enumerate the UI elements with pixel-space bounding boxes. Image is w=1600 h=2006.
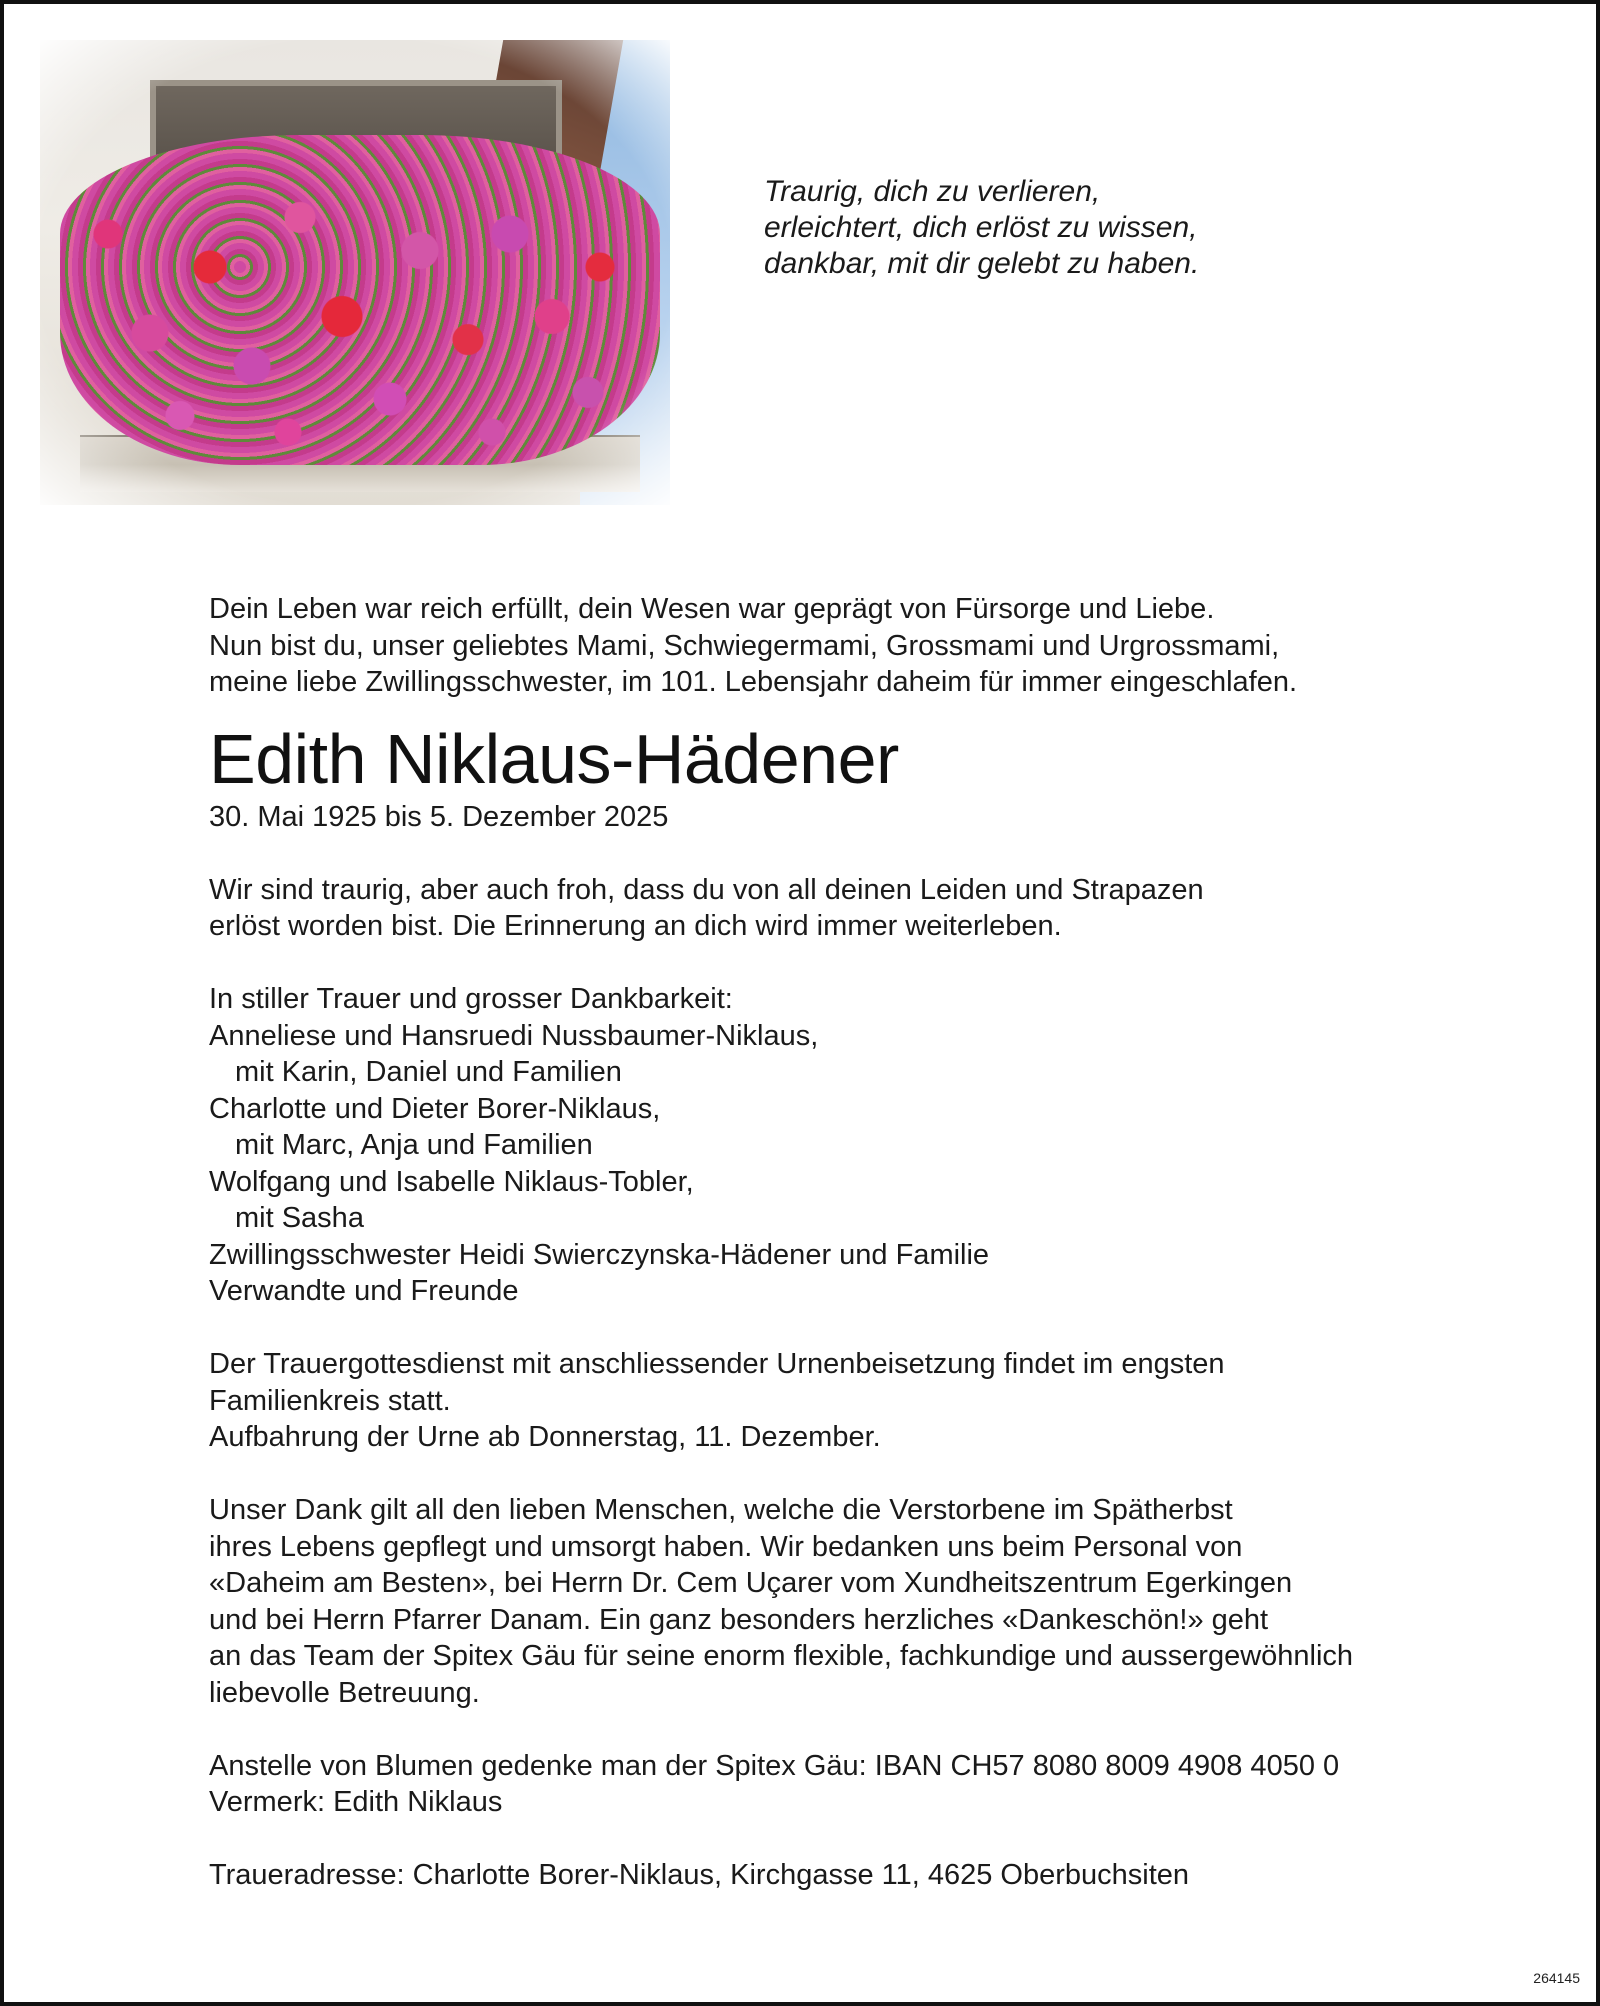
text-line: erlöst worden bist. Die Erinnerung an dich wird immer weiterleben. [209,910,1062,942]
photo-flowers [60,135,660,465]
spacer [209,835,1509,872]
spacer [209,1456,1509,1493]
text-line: Unser Dank gilt all den lieben Menschen, welche die Verstorbene im Spätherbst [209,1494,1233,1526]
text-line: und bei Herrn Pfarrer Danam. Ein ganz besonders herzliches «Dankeschön!» geht [209,1603,1269,1636]
spacer [209,1310,1509,1347]
text-line: ihres Lebens gepflegt und umsorgt haben. Wir bedanken uns beim Personal von [209,1530,1243,1563]
text-line: Familienkreis statt. [209,1384,451,1417]
text-line: Anstelle von Blumen gedenke man der Spitex Gäu: IBAN CH57 8080 8009 4908 4050 0 [209,1749,1340,1782]
text-line: «Daheim am Besten», bei Herrn Dr. Cem Uçarer vom Xundheitszentrum Egerkingen [209,1567,1293,1599]
quote-line: dankbar, mit dir gelebt zu haben. [764,247,1200,280]
text-line: Vermerk: Edith Niklaus [209,1786,503,1818]
intro-paragraph [209,591,1509,701]
mourner-line: mit Marc, Anja und Familien [235,1129,593,1161]
service-paragraph [209,1346,1509,1456]
text-line: Nun bist du, unser geliebtes Mami, Schwiegermami, Grossmami und Urgrossmami, [209,629,1280,662]
mourner-line: Wolfgang und Isabelle Niklaus-Tobler, [209,1165,694,1198]
text-line: Dein Leben war reich erfüllt, dein Wesen war geprägt von Fürsorge und Liebe. [209,593,1215,625]
quote-line: Traurig, dich zu verlieren, [764,175,1101,208]
text-line: Wir sind traurig, aber auch froh, dass du von all deinen Leiden und Strapazen [209,873,1204,906]
flower-photo [40,40,670,505]
mourner-line: Charlotte und Dieter Borer-Niklaus, [209,1092,661,1125]
thanks-paragraph [209,1492,1509,1711]
mourner-line: mit Sasha [235,1202,364,1234]
text-line: liebevolle Betreuung. [209,1676,480,1709]
text-line: an das Team der Spitex Gäu für seine enorm flexible, fachkundige und aussergewöhnlich [209,1640,1354,1672]
mourning-address: Traueradresse: Charlotte Borer-Niklaus, Kirchgasse 11, 4625 Oberbuchsiten [209,1859,1190,1891]
mourners-list [209,981,1509,1310]
mourners-heading: In stiller Trauer und grosser Dankbarkeit: [209,983,733,1015]
poem-quote [764,174,1199,282]
spacer [209,945,1509,982]
text-line: Der Trauergottesdienst mit anschliessender Urnenbeisetzung findet im engsten [209,1348,1225,1380]
reference-number: 264145 [1533,1970,1580,1986]
quote-line: erleichtert, dich erlöst zu wissen, [764,211,1198,244]
mourner-line: Verwandte und Freunde [209,1275,519,1307]
message-paragraph [209,872,1509,945]
obituary-body [209,591,1509,1894]
mourner-line: Anneliese und Hansruedi Nussbaumer-Niklaus, [209,1019,819,1052]
mourner-line: mit Karin, Daniel und Familien [235,1056,622,1088]
life-dates: 30. Mai 1925 bis 5. Dezember 2025 [209,800,669,833]
deceased-name: Edith Niklaus-Hädener [209,719,899,798]
mourner-line: Zwillingsschwester Heidi Swierczynska-Hädener und Familie [209,1238,990,1271]
text-line: meine liebe Zwillingsschwester, im 101. Lebensjahr daheim für immer eingeschlafen. [209,666,1298,698]
text-line: Aufbahrung der Urne ab Donnerstag, 11. Dezember. [209,1421,881,1453]
donation-paragraph [209,1748,1509,1821]
spacer [209,1821,1509,1858]
spacer [209,1711,1509,1748]
